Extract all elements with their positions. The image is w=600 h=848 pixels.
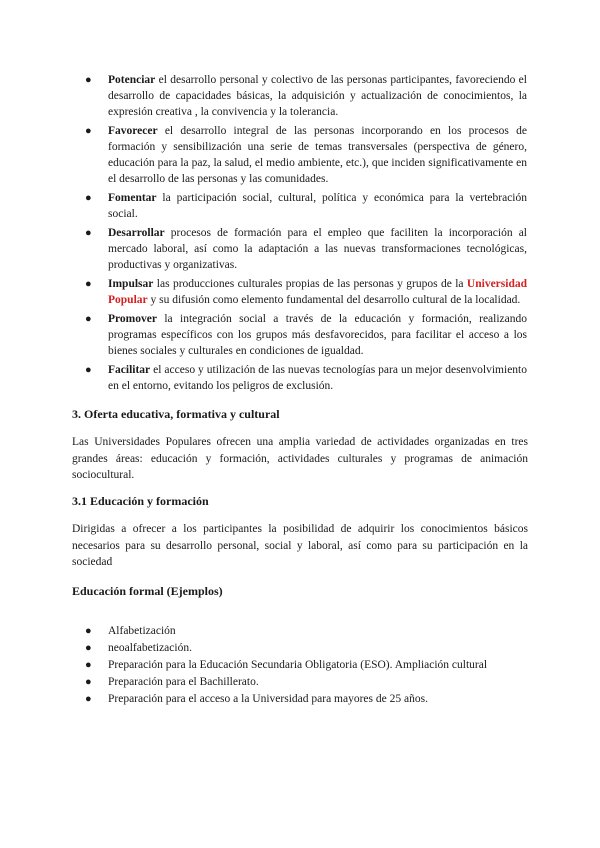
formal-item-text: Preparación para la Educación Secundaria Obligatoria (ESO). Ampliación cultural (108, 659, 488, 671)
objective-verb: Fomentar (108, 192, 157, 204)
list-item (0, 225, 600, 273)
section-3-1-heading: 3.1 Educación y formación (72, 494, 209, 508)
universidad-popular-highlight: Universidad Popular (108, 278, 527, 306)
objective-text: la participación social, cultural, política y económica para la vertebración social. (108, 192, 527, 220)
bullet-icon: ● (85, 125, 92, 137)
bullet-icon: ● (85, 625, 92, 637)
list-item (0, 190, 600, 222)
list-item (0, 276, 600, 308)
objective-text: el desarrollo integral de las personas incorporando en los procesos de formación y sensibilización una serie de temas transversales (perspectiva de género, educación para la paz, la salud, el medio ambiente, etc.), que inciden significativamente en el desarrollo de las personas y las comunidades. (108, 125, 527, 185)
bullet-icon: ● (85, 278, 92, 290)
list-item (0, 311, 600, 359)
objective-verb: Impulsar (108, 278, 154, 290)
section-3-1-paragraph: Dirigidas a ofrecer a los participantes la posibilidad de adquirir los conocimientos básicos necesarios para su desarrollo personal, social y laboral, así como para su participación en la sociedad (72, 523, 528, 568)
objectives-list (0, 72, 600, 397)
bullet-icon: ● (85, 192, 92, 204)
formal-item-text: Alfabetización (108, 625, 176, 637)
list-item (0, 123, 600, 187)
list-item (0, 674, 600, 690)
list-item (0, 362, 600, 394)
objective-verb: Promover (108, 313, 157, 325)
formal-item-text: Preparación para el acceso a la Universidad para mayores de 25 años. (108, 693, 428, 705)
bullet-icon: ● (85, 676, 92, 688)
objective-text: y su difusión como elemento fundamental del desarrollo cultural de la localidad. (147, 294, 521, 306)
objective-verb: Desarrollar (108, 227, 165, 239)
objective-verb: Favorecer (108, 125, 158, 137)
section-3-heading: 3. Oferta educativa, formativa y cultural (72, 407, 280, 421)
bullet-icon: ● (85, 74, 92, 86)
bullet-icon: ● (85, 227, 92, 239)
bullet-icon: ● (85, 693, 92, 705)
bullet-icon: ● (85, 642, 92, 654)
objective-verb: Facilitar (108, 364, 151, 376)
list-item (0, 657, 600, 673)
list-item (0, 640, 600, 656)
bullet-icon: ● (85, 313, 92, 325)
objective-text: la integración social a través de la educación y formación, realizando programas específicos con los grupos más desfavorecidos, para facilitar el acceso a los bienes sociales y culturales en condiciones de igualdad. (108, 313, 527, 357)
section-3-paragraph: Las Universidades Populares ofrecen una amplia variedad de actividades organizadas en tres grandes áreas: educación y formación, actividades culturales y programas de animación sociocultural. (72, 436, 528, 481)
bullet-icon: ● (85, 659, 92, 671)
bullet-icon: ● (85, 364, 92, 376)
formal-item-text: neoalfabetización. (108, 642, 192, 654)
objective-text: procesos de formación para el empleo que faciliten la incorporación al mercado laboral, así como la adaptación a las nuevas transformaciones tecnológicas, productivas y organizativas. (108, 227, 527, 271)
formal-education-list (0, 623, 600, 708)
list-item (0, 72, 600, 120)
objective-text: el desarrollo personal y colectivo de las personas participantes, favoreciendo el desarrollo de capacidades básicas, la adquisición y actualización de conocimientos, la expresión creativa , la convivencia y la tolerancia. (108, 74, 527, 118)
list-item (0, 691, 600, 707)
formal-item-text: Preparación para el Bachillerato. (108, 676, 259, 688)
objective-text: el acceso y utilización de las nuevas tecnologías para un mejor desenvolvimiento en el entorno, evitando los peligros de exclusión. (108, 364, 527, 392)
objective-text: las producciones culturales propias de las personas y grupos de la (153, 278, 467, 290)
objective-verb: Potenciar (108, 74, 156, 86)
list-item (0, 623, 600, 639)
formal-education-heading: Educación formal (Ejemplos) (72, 584, 223, 598)
